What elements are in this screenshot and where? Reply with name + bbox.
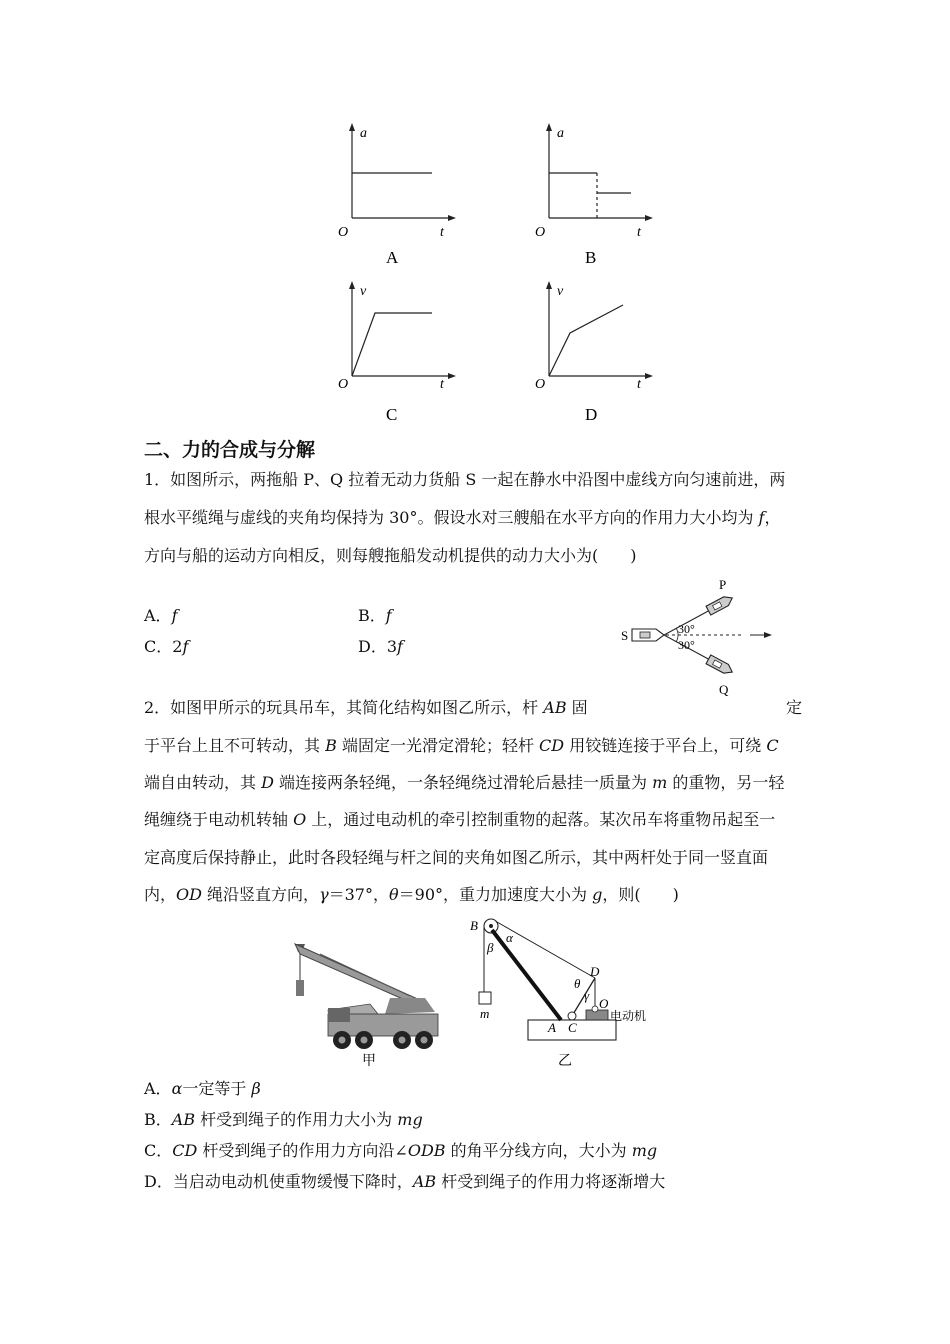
q2-text: ＝90°，重力加速度大小为 — [398, 885, 593, 904]
graph-D — [527, 278, 657, 428]
q2-text: 用铰链连接于平台上，可绕 — [564, 736, 767, 755]
var-beta: β — [251, 1079, 261, 1098]
q2-text: 绳沿竖直方向， — [201, 885, 320, 904]
option-text: 当启动电动机使重物缓慢下降时， — [172, 1172, 413, 1191]
var-f: f — [171, 606, 178, 625]
ship-P — [706, 594, 735, 616]
var-C: C — [766, 736, 779, 755]
label-alpha: α — [506, 930, 513, 945]
q2-option-d[interactable] — [144, 1172, 665, 1192]
var-m: m — [652, 773, 668, 792]
q1-option-b[interactable] — [358, 606, 392, 626]
tugboat-figure — [612, 574, 782, 699]
option-text: 杆受到绳子的作用力方向沿∠ — [197, 1141, 408, 1160]
var-AB: AB — [412, 1172, 437, 1191]
var-mg: mg — [397, 1110, 423, 1129]
option-label: D． — [358, 637, 387, 656]
axis-t: t — [637, 225, 641, 240]
axis-t: t — [440, 225, 444, 240]
graph-A — [330, 120, 460, 270]
q1-line-2 — [144, 508, 780, 528]
q2-line-1-end: 定 — [786, 698, 803, 717]
option-text: 的角平分线方向，大小为 — [445, 1141, 632, 1160]
q2-text: ＝37°， — [328, 885, 389, 904]
q2-text: 端连接两条轻绳，一条轻绳绕过滑轮后悬挂一质量为 — [273, 773, 653, 792]
axis-t: t — [440, 377, 444, 392]
crane-diagram — [468, 912, 668, 1072]
var-AB: AB — [171, 1110, 196, 1129]
origin: O — [535, 225, 546, 240]
graph-label: B — [585, 248, 597, 267]
axis-a: a — [557, 126, 564, 141]
label-jia: 甲 — [362, 1054, 376, 1069]
var-alpha: α — [171, 1079, 183, 1098]
option-number: 2 — [172, 637, 183, 656]
var-B: B — [325, 736, 337, 755]
q1-option-d[interactable] — [358, 637, 403, 657]
option-number: 3 — [386, 637, 398, 656]
label-yi: 乙 — [558, 1054, 572, 1069]
var-D: D — [261, 773, 274, 792]
axis-t: t — [637, 377, 641, 392]
q2-text: 固 — [566, 698, 588, 717]
label-O: O — [599, 996, 609, 1011]
graph-B — [527, 120, 657, 270]
q2-line-1 — [144, 698, 588, 718]
q2-line-4 — [144, 810, 775, 830]
graph-C — [330, 278, 460, 428]
var-CD: CD — [539, 736, 565, 755]
var-AB: AB — [543, 698, 567, 717]
label-Q: Q — [719, 682, 729, 697]
label-C: C — [568, 1020, 577, 1035]
label-m: m — [480, 1006, 490, 1021]
var-g: g — [592, 885, 603, 904]
q1-line-1: 1．如图所示，两拖船 P、Q 拉着无动力货船 S 一起在静水中沿图中虚线方向匀速前进，两 — [144, 470, 786, 489]
label-D: D — [590, 964, 600, 979]
graph-label: D — [585, 405, 598, 424]
var-CD: CD — [172, 1141, 198, 1160]
var-OD: OD — [176, 885, 202, 904]
angle-label-bottom: 30° — [678, 638, 695, 652]
q2-text: 于平台上且不可转动，其 — [144, 736, 326, 755]
origin: O — [535, 377, 546, 392]
q1-option-a[interactable] — [144, 606, 177, 626]
option-label: A． — [144, 606, 172, 625]
var-f: f — [182, 637, 189, 656]
q2-text: 2．如图甲所示的玩具吊车，其简化结构如图乙所示，杆 — [144, 698, 544, 717]
crane-illustration — [295, 944, 438, 1049]
q2-text: 的重物，另一轻 — [667, 773, 785, 792]
q2-text: 绳缠绕于电动机转轴 — [144, 810, 294, 829]
label-theta: θ — [574, 976, 581, 991]
q2-option-c[interactable] — [144, 1141, 657, 1161]
axis-a: a — [360, 126, 367, 141]
option-label: B． — [358, 606, 386, 625]
var-ODB: ODB — [407, 1141, 446, 1160]
q2-option-a[interactable] — [144, 1079, 261, 1099]
crane-photo — [290, 932, 450, 1072]
q1-text: ， — [764, 508, 781, 527]
q2-option-b[interactable] — [144, 1110, 423, 1130]
label-motor: 电动机 — [610, 1009, 647, 1023]
ship-S — [632, 629, 664, 641]
graph-label: C — [386, 405, 398, 424]
q2-line-3 — [144, 773, 784, 793]
var-f: f — [385, 606, 392, 625]
q1-text: 根水平缆绳与虚线的夹角均保持为 30°。假设水对三艘船在水平方向的作用力大小均为 — [144, 508, 759, 527]
var-f: f — [397, 637, 403, 656]
q2-text: ，则( ) — [602, 885, 679, 904]
option-label: A． — [144, 1079, 172, 1098]
option-label: D． — [144, 1172, 173, 1191]
var-gamma: γ — [319, 885, 329, 904]
var-mg: mg — [631, 1141, 658, 1160]
q2-text: 内， — [144, 885, 177, 904]
option-text: 杆受到绳子的作用力大小为 — [195, 1110, 398, 1129]
option-text: 一定等于 — [182, 1079, 252, 1098]
origin: O — [338, 225, 349, 240]
q2-text: 端自由转动，其 — [144, 773, 262, 792]
label-B: B — [470, 918, 478, 933]
axis-v: v — [557, 284, 564, 299]
q1-line-3: 方向与船的运动方向相反，则每艘拖船发动机提供的动力大小为( ) — [144, 546, 637, 565]
label-gamma: γ — [584, 988, 590, 1003]
option-label: C． — [144, 637, 173, 656]
graph-label: A — [386, 248, 399, 267]
option-label: C． — [144, 1141, 173, 1160]
q2-line-5: 定高度后保持静止，此时各段轻绳与杆之间的夹角如图乙所示，其中两杆处于同一竖直面 — [144, 848, 769, 867]
label-beta: β — [487, 940, 494, 955]
var-O: O — [293, 810, 307, 829]
q2-text: 上，通过电动机的牵引控制重物的起落。某次吊车将重物吊起至一 — [306, 810, 776, 829]
section-title: 二、力的合成与分解 — [144, 439, 316, 461]
label-S: S — [621, 628, 629, 643]
axis-v: v — [360, 284, 367, 299]
q1-option-c[interactable] — [144, 637, 188, 657]
q2-line-2 — [144, 736, 779, 756]
q2-line-6 — [144, 885, 679, 905]
option-text: 杆受到绳子的作用力将逐渐增大 — [436, 1172, 666, 1191]
angle-label-top: 30° — [678, 622, 695, 636]
option-label: B． — [144, 1110, 172, 1129]
ship-Q — [706, 655, 735, 677]
var-f: f — [758, 508, 765, 527]
label-P: P — [719, 577, 727, 592]
label-A: A — [548, 1020, 556, 1035]
var-theta: θ — [389, 885, 399, 904]
origin: O — [338, 377, 349, 392]
q2-text: 端固定一光滑定滑轮；轻杆 — [336, 736, 540, 755]
